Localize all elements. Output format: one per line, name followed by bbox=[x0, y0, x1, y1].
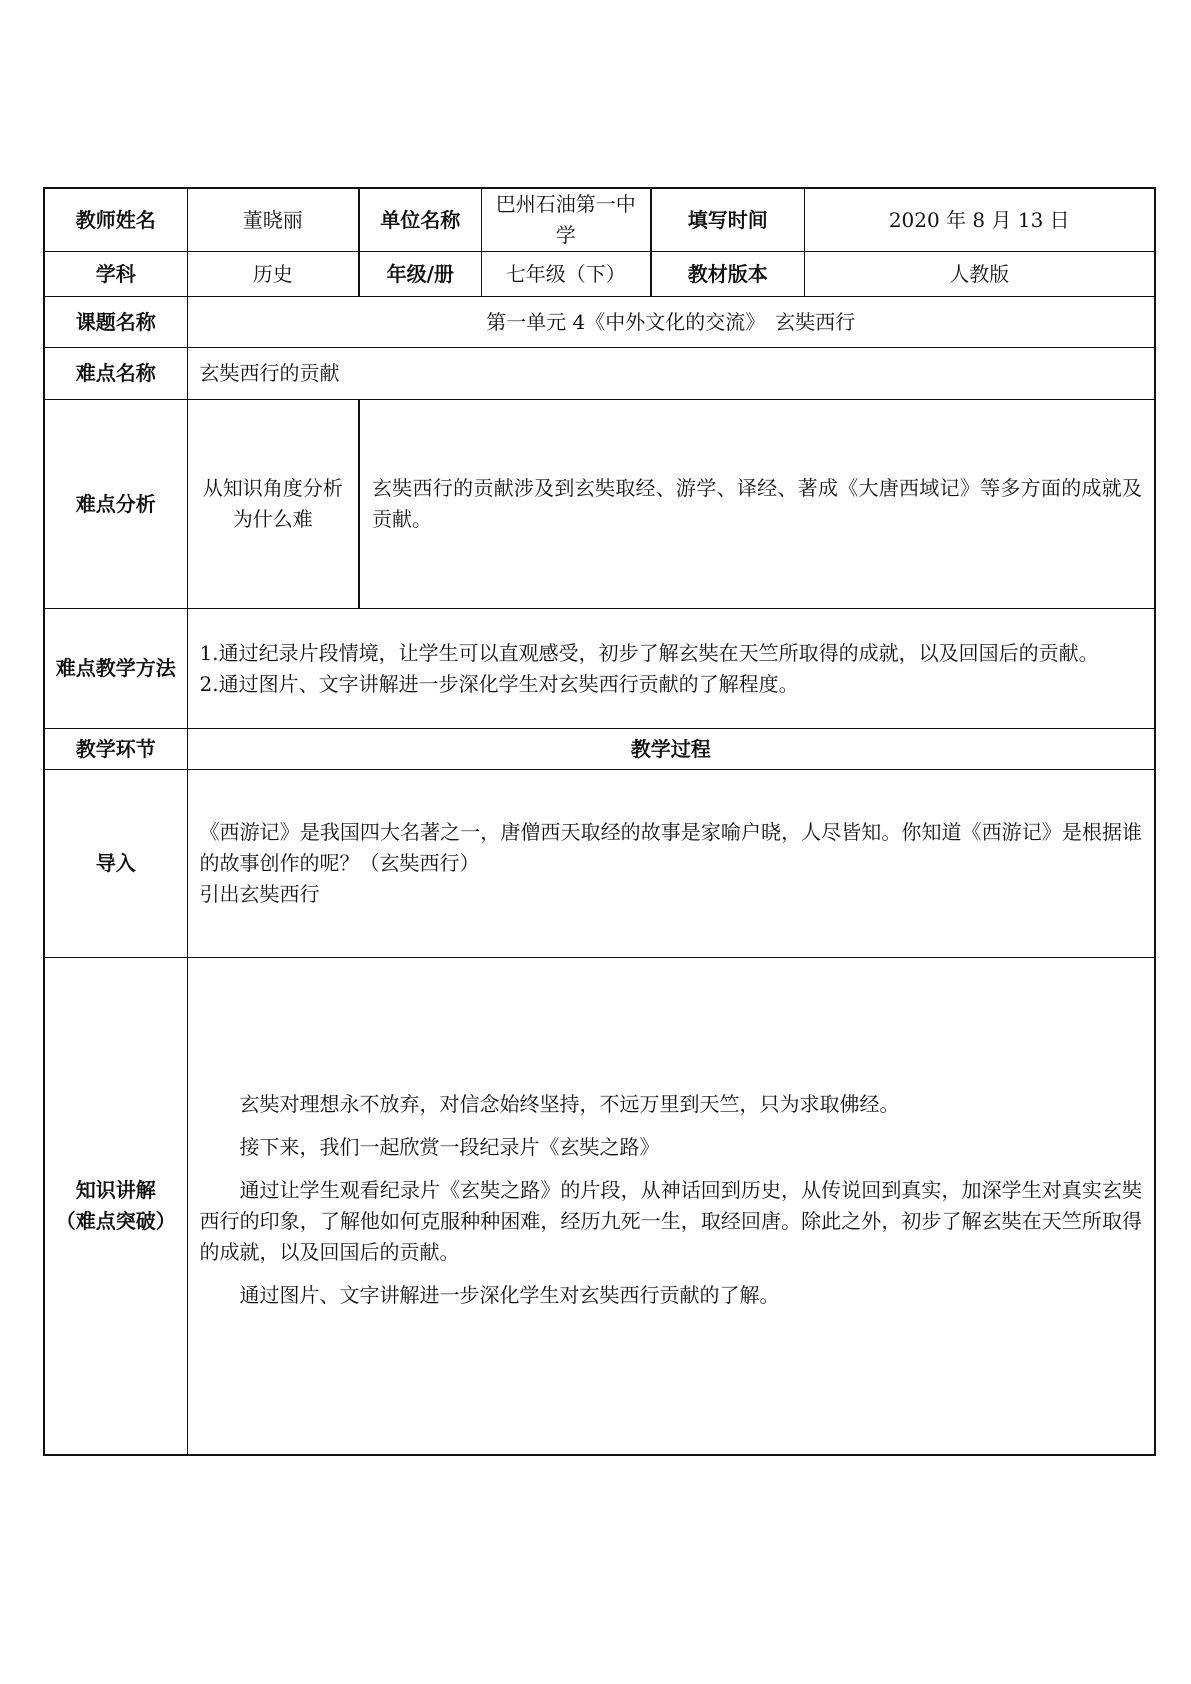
unit-name-value: 巴州石油第一中学 bbox=[481, 188, 651, 252]
fill-date-value: 2020 年 8 月 13 日 bbox=[804, 188, 1155, 252]
subject-label: 学科 bbox=[44, 252, 187, 297]
teacher-name-label: 教师姓名 bbox=[44, 188, 187, 252]
intro-line-2: 引出玄奘西行 bbox=[199, 882, 320, 906]
grade-value: 七年级（下） bbox=[481, 252, 651, 297]
knowledge-row bbox=[44, 958, 1155, 1455]
intro-content bbox=[187, 770, 1155, 958]
fill-date-label: 填写时间 bbox=[651, 188, 804, 252]
difficulty-value: 玄奘西行的贡献 bbox=[187, 348, 1155, 400]
intro-row bbox=[44, 770, 1155, 958]
teacher-name-value: 董晓丽 bbox=[187, 188, 359, 252]
topic-value: 第一单元 4《中外文化的交流》 玄奘西行 bbox=[187, 297, 1155, 348]
knowledge-label-line2: （难点突破） bbox=[55, 1208, 176, 1233]
method-row bbox=[44, 609, 1155, 729]
knowledge-paragraph-1: 玄奘对理想永不放弃，对信念始终坚持，不远万里到天竺，只为求取佛经。 bbox=[239, 1091, 900, 1116]
knowledge-label-line1: 知识讲解 bbox=[75, 1177, 156, 1202]
teacher-info-row bbox=[44, 188, 1155, 252]
topic-row bbox=[44, 297, 1155, 348]
knowledge-content bbox=[187, 958, 1155, 1455]
analysis-sub-label: 从知识角度分析为什么难 bbox=[187, 400, 359, 609]
analysis-label: 难点分析 bbox=[44, 400, 187, 609]
method-content bbox=[187, 609, 1155, 729]
analysis-row bbox=[44, 400, 1155, 609]
edition-value: 人教版 bbox=[804, 252, 1155, 297]
analysis-text: 玄奘西行的贡献涉及到玄奘取经、游学、译经、著成《大唐西域记》等多方面的成就及贡献。 bbox=[359, 400, 1155, 609]
topic-label: 课题名称 bbox=[44, 297, 187, 348]
edition-label: 教材版本 bbox=[651, 252, 804, 297]
lesson-plan-table bbox=[43, 187, 1156, 1456]
subject-info-row bbox=[44, 252, 1155, 297]
process-header-row bbox=[44, 729, 1155, 770]
knowledge-label bbox=[44, 958, 187, 1455]
subject-value: 历史 bbox=[187, 252, 359, 297]
process-header: 教学过程 bbox=[187, 729, 1155, 770]
method-label: 难点教学方法 bbox=[44, 609, 187, 729]
unit-name-label: 单位名称 bbox=[359, 188, 481, 252]
difficulty-label: 难点名称 bbox=[44, 348, 187, 400]
knowledge-paragraph-2: 接下来，我们一起欣赏一段纪录片《玄奘之路》 bbox=[239, 1134, 660, 1159]
grade-label: 年级/册 bbox=[359, 252, 481, 297]
knowledge-paragraph-3: 通过让学生观看纪录片《玄奘之路》的片段，从神话回到历史，从传说回到真实，加深学生对真实玄奘西行的印象，了解他如何克服种种困难，经历九死一生，取经回唐。除此之外，初步了解玄奘在天竺所取得的成就，以及回国后的贡献。 bbox=[199, 1177, 1142, 1264]
stage-header: 教学环节 bbox=[44, 729, 187, 770]
method-item-1: 1.通过纪录片段情境，让学生可以直观感受，初步了解玄奘在天竺所取得的成就，以及回国后的贡献。 bbox=[199, 640, 1099, 665]
method-item-2: 2.通过图片、文字讲解进一步深化学生对玄奘西行贡献的了解程度。 bbox=[199, 671, 799, 696]
difficulty-row bbox=[44, 348, 1155, 400]
intro-line-1: 《西游记》是我国四大名著之一，唐僧西天取经的故事是家喻户晓，人尽皆知。你知道《西游记》是根据谁的故事创作的呢？（玄奘西行） bbox=[199, 820, 1142, 875]
knowledge-paragraph-4: 通过图片、文字讲解进一步深化学生对玄奘西行贡献的了解。 bbox=[239, 1282, 780, 1307]
intro-label: 导入 bbox=[44, 770, 187, 958]
